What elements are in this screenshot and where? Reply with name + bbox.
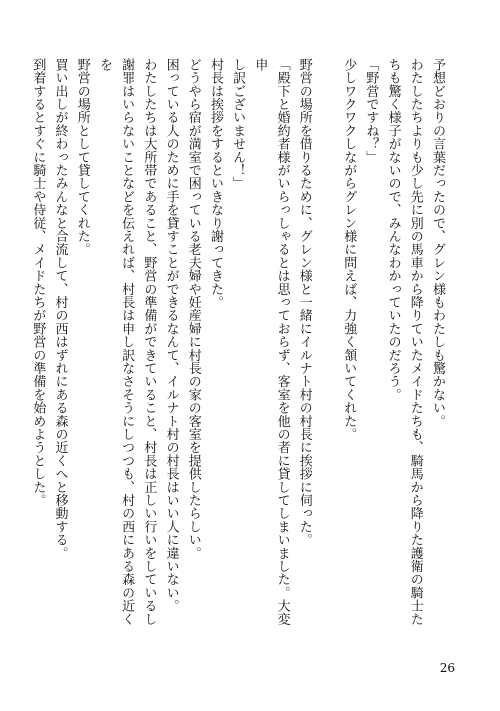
text-line: どうやら宿が満室で困っている老夫婦や妊産婦に村長の家の客室を提供したらしい。 <box>185 58 201 560</box>
blank-line <box>315 58 337 628</box>
text-line: 到着するとすぐに騎士や侍従、メイドたちが野営の準備を始めようとした。 <box>30 58 46 507</box>
text-line: 「殿下と婚約者様がいらっしゃるとは思っておらず、客室を他の者に貸してしまいました。大変申 <box>252 58 290 626</box>
text-line: 野営の場所を借りるために、グレン様と一緒にイルナト村の村長に挨拶に伺った。 <box>296 58 312 547</box>
text-line: 野営の場所として貸してくれた。 <box>74 58 90 256</box>
text-line: 少しワクワクしながらグレン様に問えば、力強く頷いてくれた。 <box>341 58 357 441</box>
text-line: 「野営ですね？」 <box>363 58 379 164</box>
vertical-text-body <box>30 58 448 628</box>
text-line: 村長は挨拶をするといきなり謝ってきた。 <box>207 58 223 309</box>
text-line: 困っている人のために手を貸すことができるなんて、イルナト村の村長はいい人に違いない。 <box>163 58 179 613</box>
text-line: わたしたちは大所帯であること、野営の準備ができていること、村長は正しい行いをしているし <box>141 58 157 626</box>
text-line: し訳ございません！」 <box>230 58 246 190</box>
text-line: 予想どおりの言葉だったので、グレン様もわたしも驚かない。 <box>430 58 445 428</box>
text-line: 買い出しが終わったみんなと合流して、村の西はずれにある森の近くへと移動する。 <box>52 58 68 560</box>
page-number: 26 <box>439 661 455 675</box>
text-line: 謝罪はいらないことなどを伝えれば、村長は申し訳なさそうにしつつも、村の西にある森の近くを <box>96 58 135 626</box>
text-line: わたしたちよりも少し先に別の馬車から降りていたメイドたちも、騎馬から降りた護衛の騎士た <box>407 58 423 626</box>
text-line: ちも驚く様子がないので、みんなわかっていたのだろう。 <box>385 58 401 402</box>
